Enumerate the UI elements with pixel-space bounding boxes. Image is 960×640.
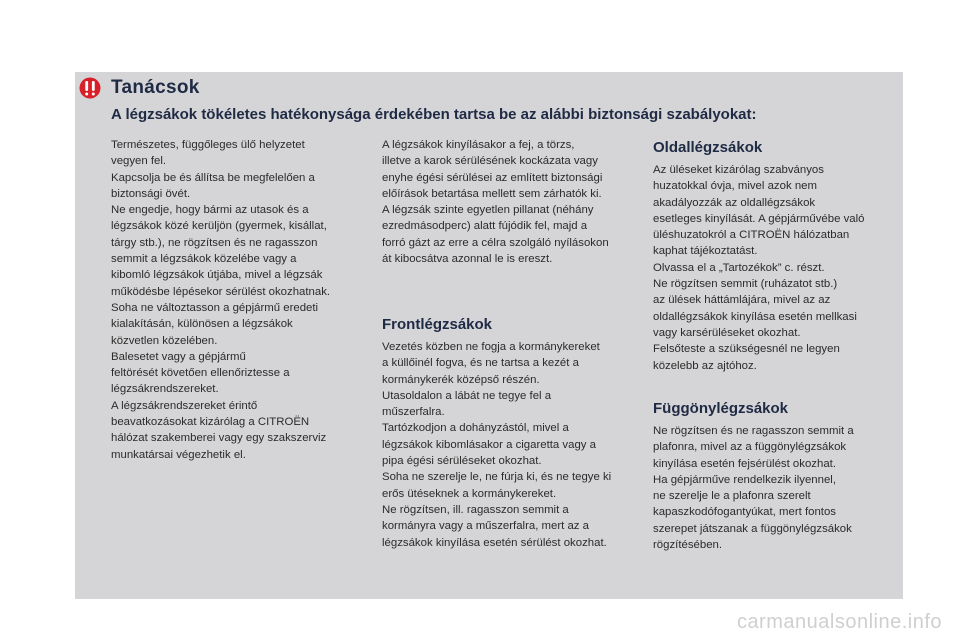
page-subtitle: A légzsákok tökéletes hatékonysága érdekében tartsa be az alábbi biztonsági szabályokat: [111,106,757,123]
page-title: Tanácsok [111,77,200,98]
deployment-info-text: A légzsákok kinyílásakor a fej, a törzs, illetve a karok sérülésének kockázata vagy enyhe égési sérülései az említett biztonsági előírások betartása mellett sem zárhatók ki. A légzsák szinte egyetlen pillanat (néhány ezredmásodperc) alatt fújódik fel, majd a forró gázt az erre a célra szolgáló nyílásokon át kibocsátva azonnal le is ereszt. [382,139,609,266]
front-airbags-text: Vezetés közben ne fogja a kormánykereket a küllőinél fogva, és ne tartsa a kezét a kormánykerék középső részén. Utasoldalon a lábát ne tegye fel a műszerfalra. Tartózkodjon a dohányzástól, mivel a légzsákok kibomlásakor a cigaretta vagy a pipa égési sérüléseket okozhat. Soha ne szerelje le, ne fúrja ki, és ne tegye ki erős ütéseknek a kormánykereket. Ne rögzítsen, ill. ragasszon semmit a kormányra vagy a műszerfalra, mert az a légzsákok kinyílása esetén sérülést okozhat. [382,341,612,549]
warning-icon [79,77,101,99]
side-airbags-heading: Oldallégzsákok [653,139,763,156]
watermark: carmanualsonline.info [736,611,942,633]
front-airbags-heading: Frontlégzsákok [382,316,493,333]
curtain-airbags-heading: Függönylégzsákok [653,400,789,417]
curtain-airbags-text: Ne rögzítsen és ne ragasszon semmit a plafonra, mivel az a függönylégzsákok kinyílása esetén fejsérülést okozhat. Ha gépjárműve rendelkezik ilyennel, ne szerelje le a plafonra szerelt kapaszkodófogantyúkat, mert fontos szerepet játszanak a függönylégzsákok rögzítésében. [653,425,854,552]
side-airbags-text: Az üléseket kizárólag szabványos huzatokkal óvja, mivel azok nem akadályozzák az oldallégzsákok esetleges kinyílását. A gépjárművébe való üléshuzatokról a CITROËN hálózatban kaphat tájékoztatást. Olvassa el a „Tartozékok” c. részt. Ne rögzítsen semmit (ruházatot stb.) az ülések háttámlájára, mivel az az oldallégzsákok kinyílása esetén mellkasi vagy karsérüléseket okozhat. Felsőteste a szükségesnél ne legyen közelebb az ajtóhoz. [653,164,865,372]
general-advice-text: Természetes, függőleges ülő helyzetet vegyen fel. Kapcsolja be és állítsa be megfelelően a biztonsági övét. Ne engedje, hogy bármi az utasok és a légzsákok közé kerüljön (gyermek, kisállat, tárgy stb.), ne rögzítsen és ne ragasszon semmit a légzsákok közelébe vagy a kibomló légzsákok útjába, mivel a légzsák működésbe lépésekor sérülést okozhatnak. Soha ne változtasson a gépjármű eredeti kialakításán, különösen a légzsákok közvetlen közelében. Balesetet vagy a gépjármű feltörését követően ellenőriztesse a légzsákrendszereket. A légzsákrendszereket érintő beavatkozásokat kizárólag a CITROËN hálózat szakemberei vagy egy szakszerviz munkatársai végezhetik el. [111,139,331,461]
